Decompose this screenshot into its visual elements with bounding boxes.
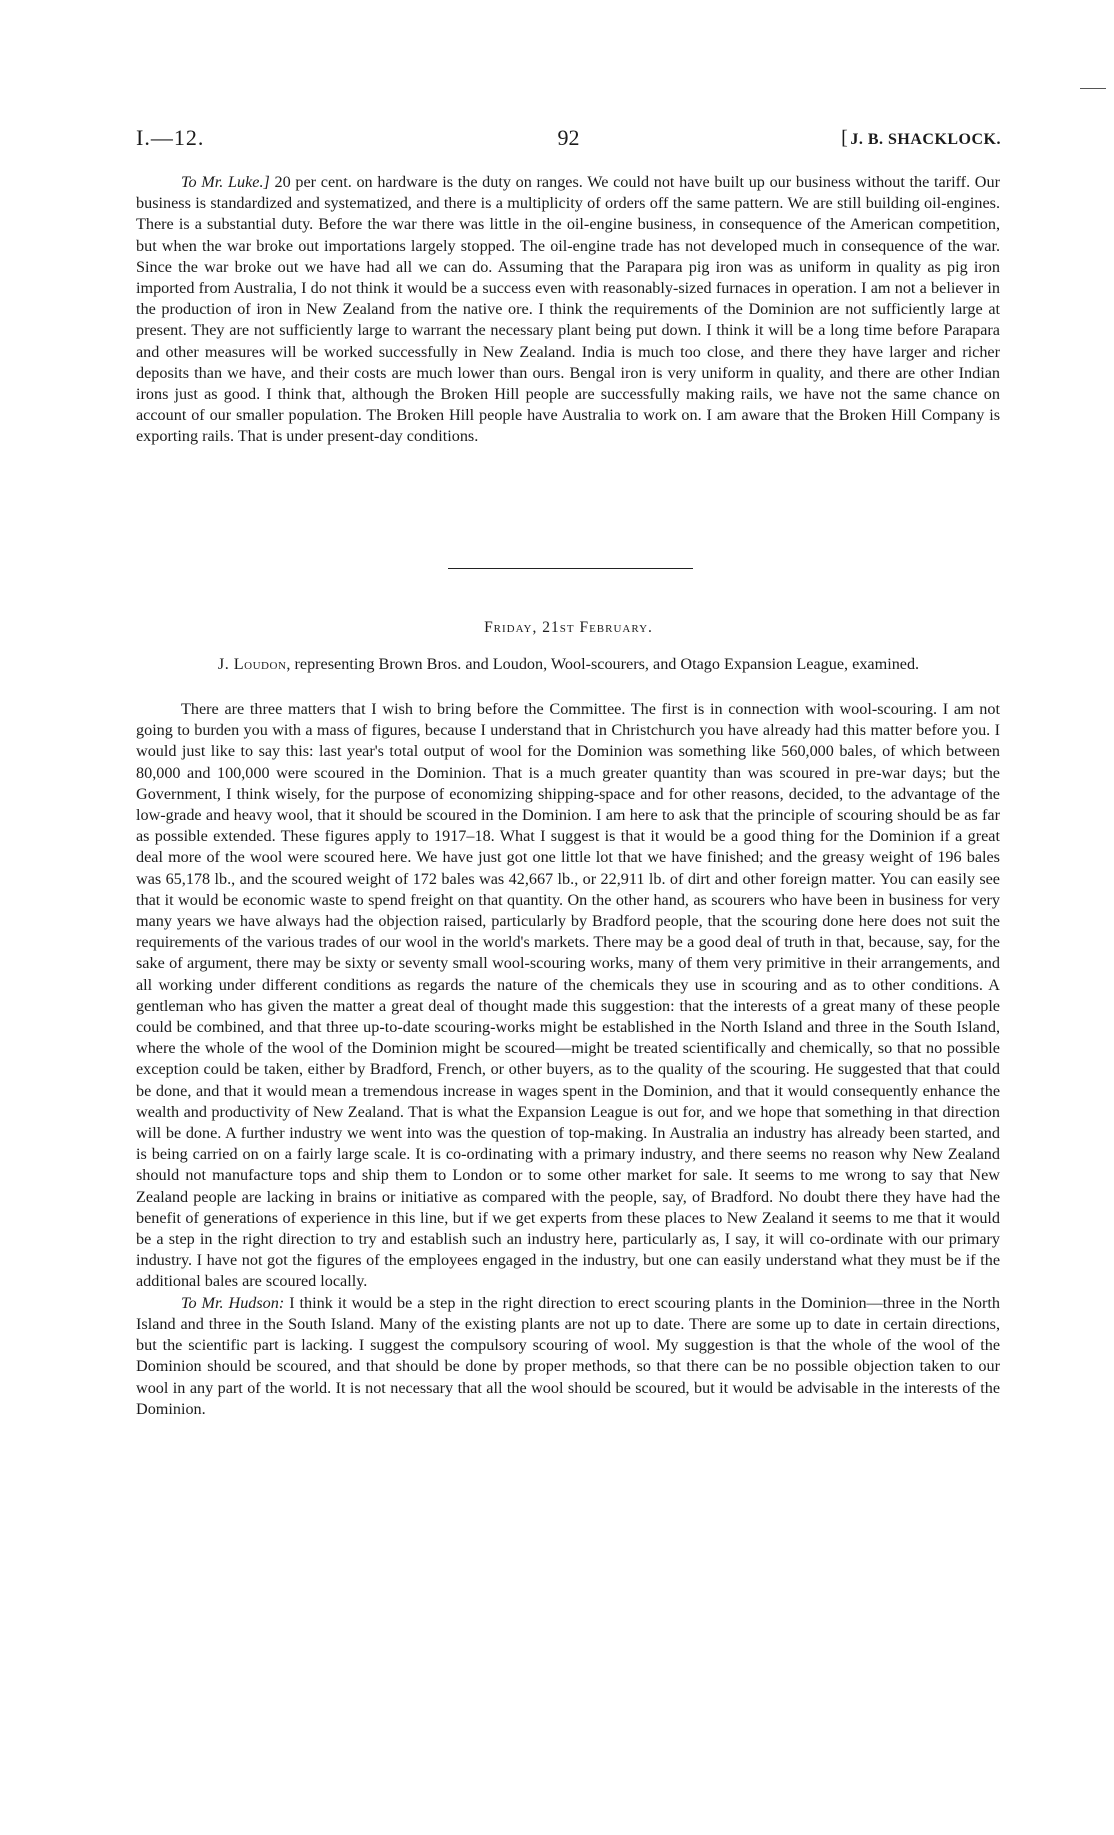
- witness-heading-description: , representing Brown Bros. and Loudon, Wool-scourers, and Otago Expansion League, examined.: [286, 655, 920, 673]
- witness-name: J. B. SHACKLOCK.: [850, 131, 1001, 148]
- paragraph: There are three matters that I wish to bring before the Committee. The first is in connection with wool-scouring. I am not going to burden you with a mass of figures, because I understand that in Christchurch you have already had this matter before you. I would just like to say this: last year's total output of wool for the Dominion was something like 560,000 bales, of which between 80,000 and 100,000 were scoured in the Dominion. That is a much greater quantity than was scoured in pre-war days; but the Government, I think wisely, for the purpose of economizing shipping-space and for other reasons, decided, to the advantage of the low-grade and heavy wool, that it should be scoured in the Dominion. I am here to ask that the principle of scouring should be as far as possible extended. These figures apply to 1917–18. What I suggest is that it would be a good thing for the Dominion if a great deal more of the wool were scoured here. We have just got one little lot that we have finished; and the greasy weight of 196 bales was 65,178 lb., and the scoured weight of 172 bales was 42,667 lb., or 22,911 lb. of dirt and other foreign matter. You can easily see that it would be economic waste to spend freight on that quantity. On the other hand, as scourers who have been in business for very many years we have always had the objection raised, particularly by Bradford people, that the scouring done here does not suit the requirements of the various trades of our wool in the world's markets. There may be a good deal of truth in that, because, say, for the sake of argument, there may be sixty or seventy small wool-scouring works, many of them very primitive in their arrangements, and all working under different conditions as regards the nature of the chemicals they use in scouring and as to other conditions. A gentleman who has given the matter a great deal of thought made this suggestion: that the interests of a great many of these people could be combined, and that three up-to-date scouring-works might be established in the North Island and three in the South Island, where the whole of the wool of the Dominion might be scoured—might be treated scientifically and chemically, so that no possible exception could be taken, either by Bradford, French, or other buyers, as to the quality of the scouring. He suggested that that could be done, and that it would mean a tremendous increase in wages spent in the Dominion, and that it would consequently enhance the wealth and productivity of New Zealand. That is what the Expansion League is out for, and we hope that something in that direction will be done. A further industry we went into was the question of top-making. In Australia an industry has already been started, and is being carried on on a fairly large scale. It is co-ordinating with a primary industry, and there seems no reason why New Zealand should not manufacture tops and ship them to London or to some other market for sale. It seems to me wrong to say that New Zealand people are lacking in brains or initiative as compared with the people, say, of Bradford. No doubt there they have had the benefit of generations of experience in this line, but if we get experts from these places to New Zealand it seems to me that it would be a step in the right direction to try and establish such an industry here, particularly as, I say, it will co-ordinate with our primary industry. I have not got the figures of the employees engaged in the industry, but one can easily understand what they must be if the additional bales are scoured locally.: [136, 700, 1000, 1291]
- margin-mark: [1080, 88, 1106, 89]
- paragraph: [136, 172, 1000, 448]
- paragraph: [136, 1293, 1000, 1420]
- evidence-section-2: [136, 699, 1000, 1420]
- date-heading: Friday, 21st February.: [484, 619, 653, 636]
- paper-reference: I.—12.: [136, 125, 205, 150]
- evidence-section-1: [136, 172, 1000, 448]
- witness-heading: [136, 654, 1001, 675]
- addressee: To Mr. Luke.]: [181, 173, 270, 191]
- paragraph-text: 20 per cent. on hardware is the duty on ranges. We could not have built up our business without the tariff. Our business is standardized and systematized, and there is a multiplicity of orders off the same pattern. We are still building oil-engines. There is a substantial duty. Before the war there was little in the oil-engine business, in consequence of the American competition, but when the war broke out importations largely stopped. The oil-engine trade has not developed much in consequence of the war. Since the war broke out we have had all we can do. Assuming that the Parapara pig iron was as uniform in quality as pig iron imported from Australia, I do not think it would be a success even with reasonably-sized furnaces in operation. I am not a believer in the production of iron in New Zealand from the native ore. I think the requirements of the Dominion are not sufficiently large at present. They are not sufficiently large to warrant the necessary plant being put down. I think it will be a long time before Parapara and other measures will be worked successfully in New Zealand. India is much too close, and there they have larger and richer deposits than we have, and their costs are much lower than ours. Bengal iron is very uniform in quality, and there are other Indian irons just as good. I think that, although the Broken Hill people are successfully making rails, we have not the same chance on account of our smaller population. The Broken Hill people have Australia to work on. I am aware that the Broken Hill Company is exporting rails. That is under present-day conditions.: [136, 173, 1000, 446]
- page-header: [136, 125, 1001, 155]
- page-number: 92: [557, 125, 580, 150]
- addressee: To Mr. Hudson:: [181, 1293, 285, 1312]
- section-divider: [448, 568, 693, 569]
- paragraph-text: I think it would be a step in the right direction to erect scouring plants in the Dominion—three in the North Island and three in the South Island. Many of the existing plants are not up to date. There are some up to date in certain directions, but the scientific part is lacking. I suggest the compulsory scouring of wool. My suggestion is that the whole of the wool of the Dominion should be scoured, and that should be done by proper methods, so that there can be no possible objection taken to our wool in any part of the world. It is not necessary that all the wool should be scoured, but it would be advisable in the interests of the Dominion.: [136, 1293, 1001, 1418]
- running-head: [ J. B. SHACKLOCK.: [841, 127, 1001, 149]
- witness-heading-name: J. Loudon: [217, 655, 287, 673]
